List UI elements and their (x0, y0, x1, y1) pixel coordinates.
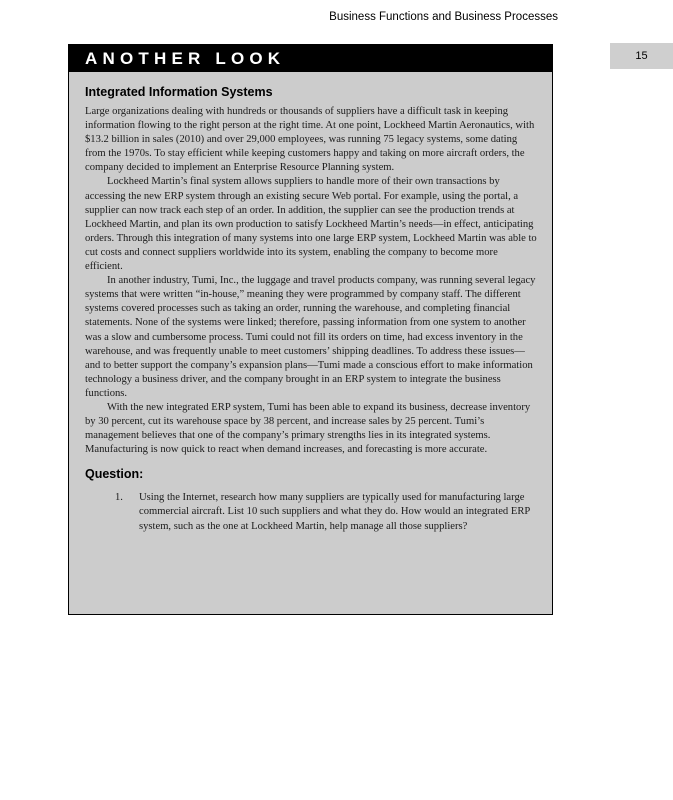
running-header: Business Functions and Business Processes (329, 11, 558, 23)
paragraph: In another industry, Tumi, Inc., the luggage and travel products company, was running several legacy systems that were written “in-house,” meaning they were programmed by company staff. The different systems covered processes such as taking an order, running the warehouse, and completing financial statements. None of the systems were linked; therefore, passing information from one system to another was a slow and cumbersome process. Tumi could not fill its orders on time, had excess inventory in the warehouse, and was frequently unable to meet customers’ shipping deadlines. To address these issues—and to better support the company’s expansion plans—Tumi made a conscious effort to make information technology a business driver, and the company brought in an ERP system to integrate the business functions. (85, 275, 536, 399)
question-heading: Question: (85, 467, 144, 482)
question-text: Using the Internet, research how many suppliers are typically used for manufacturing large commercial aircraft. List 10 such suppliers and what they do. How would an integrated ERP system, such as the one at Lockheed Martin, help manage all those suppliers? (139, 492, 530, 532)
question-number: 1. (115, 492, 123, 504)
page-number-tab: 15 (610, 43, 673, 69)
paragraph: Large organizations dealing with hundreds or thousands of suppliers have a difficult task in keeping information flowing to the right person at the right time. At one point, Lockheed Martin Aeronautics, with $13.2 billion in sales (2010) and over 29,000 employees, was running 75 legacy systems, some dating from the 1970s. To stay efficient while keeping customers happy and taking on more aircraft orders, the company decided to implement an Enterprise Resource Planning system. (85, 106, 535, 174)
paragraph: With the new integrated ERP system, Tumi has been able to expand its business, decrease inventory by 30 percent, cut its warehouse space by 38 percent, and increase sales by 25 percent. Tumi’s management believes that one of the company’s primary strengths lies in its integrated systems. Manufacturing is now quick to react when demand increases, and forecasting is more accurate. (85, 401, 531, 456)
box-label: ANOTHER LOOK (69, 45, 552, 72)
box-body (69, 72, 552, 534)
question-item (85, 491, 538, 533)
paragraph: Lockheed Martin’s final system allows suppliers to handle more of their own transactions by accessing the new ERP system through an existing secure Web portal. For example, using the portal, a supplier can now track each step of an order. In addition, the supplier can see the production trends at Lockheed Martin, and plan its own production to satisfy Lockheed Martin’s needs—in effect, anticipating orders. Through this integration of many systems into one large ERP system, Lockheed Martin was able to cut costs and connect suppliers worldwide into its system, enabling the company to become more efficient. (85, 176, 537, 273)
another-look-box (68, 44, 553, 615)
box-title: Integrated Information Systems (85, 85, 273, 99)
